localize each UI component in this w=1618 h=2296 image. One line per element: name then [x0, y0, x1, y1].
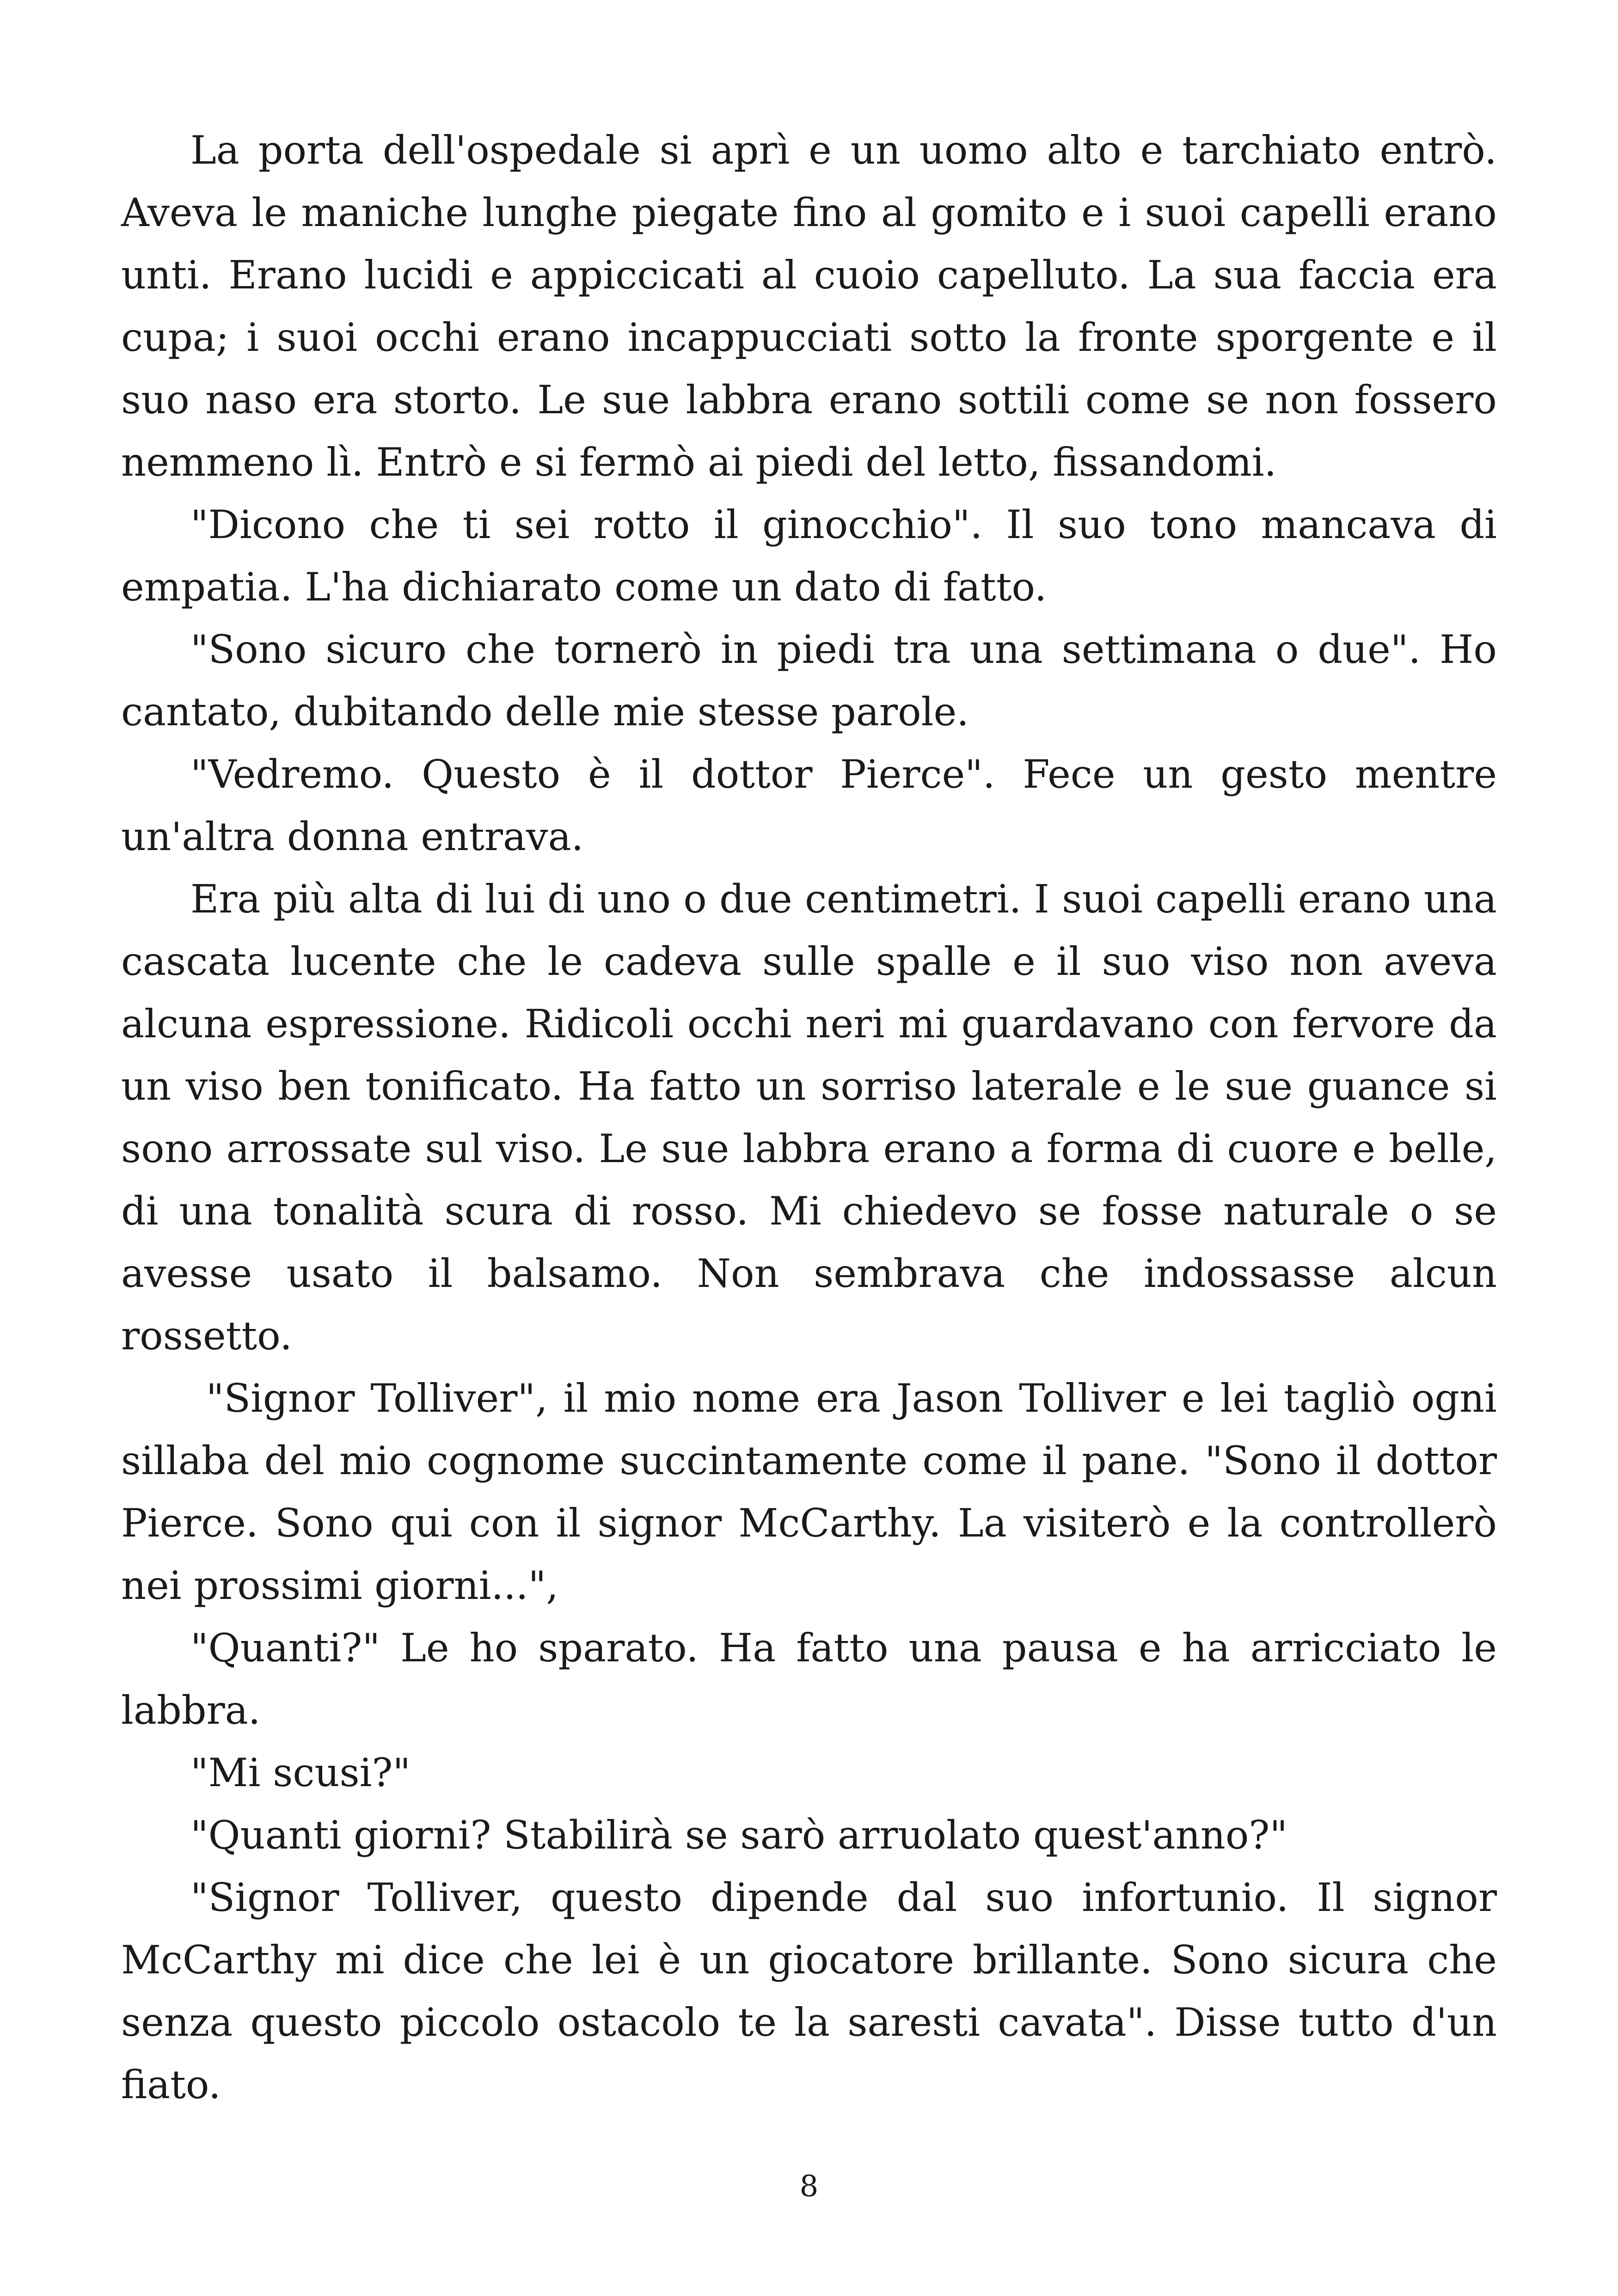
paragraph-2: "Dicono che ti sei rotto il ginocchio". Il suo tono mancava di empatia. L'ha dichiarato come un dato di fatto.	[121, 502, 1497, 610]
page-number: 8	[799, 2169, 819, 2204]
paragraph-8: "Mi scusi?"	[190, 1750, 411, 1795]
body-text	[121, 119, 1509, 2116]
paragraph-1: La porta dell'ospedale si aprì e un uomo alto e tarchiato entrò. Aveva le maniche lunghe piegate fino al gomito e i suoi capelli erano unti. Erano lucidi e appiccicati al cuoio capelluto. La sua faccia era cupa; i suoi occhi erano incappucciati sotto la fronte sporgente e il suo naso era storto. Le sue labbra erano sottili come se non fossero nemmeno lì. Entrò e si fermò ai piedi del letto, fissandomi.	[121, 128, 1497, 485]
paragraph-9: "Quanti giorni? Stabilirà se sarò arruolato quest'anno?"	[190, 1812, 1288, 1858]
paragraph-4: "Vedremo. Questo è il dottor Pierce". Fece un gesto mentre un'altra donna entrava.	[121, 752, 1497, 859]
paragraph-5: Era più alta di lui di uno o due centimetri. I suoi capelli erano una cascata lucente che le cadeva sulle spalle e il suo viso non aveva alcuna espressione. Ridicoli occhi neri mi guardavano con fervore da un viso ben tonificato. Ha fatto un sorriso laterale e le sue guance si sono arrossate sul viso. Le sue labbra erano a forma di cuore e belle, di una tonalità scura di rosso. Mi chiedevo se fosse naturale o se avesse usato il balsamo. Non sembrava che indossasse alcun rossetto.	[121, 876, 1497, 1359]
paragraph-10: "Signor Tolliver, questo dipende dal suo infortunio. Il signor McCarthy mi dice che lei è un giocatore brillante. Sono sicura che senza questo piccolo ostacolo te la saresti cavata". Disse tutto d'un fiato.	[121, 1875, 1497, 2107]
paragraph-7: "Quanti?" Le ho sparato. Ha fatto una pausa e ha arricciato le labbra.	[121, 1625, 1497, 1733]
paragraph-3: "Sono sicuro che tornerò in piedi tra una settimana o due". Ho cantato, dubitando delle mie stesse parole.	[121, 627, 1497, 735]
paragraph-6: "Signor Tolliver", il mio nome era Jason Tolliver e lei tagliò ogni sillaba del mio cognome succintamente come il pane. "Sono il dottor Pierce. Sono qui con il signor McCarthy. La visiterò e la controllerò nei prossimi giorni...",	[121, 1376, 1509, 1608]
